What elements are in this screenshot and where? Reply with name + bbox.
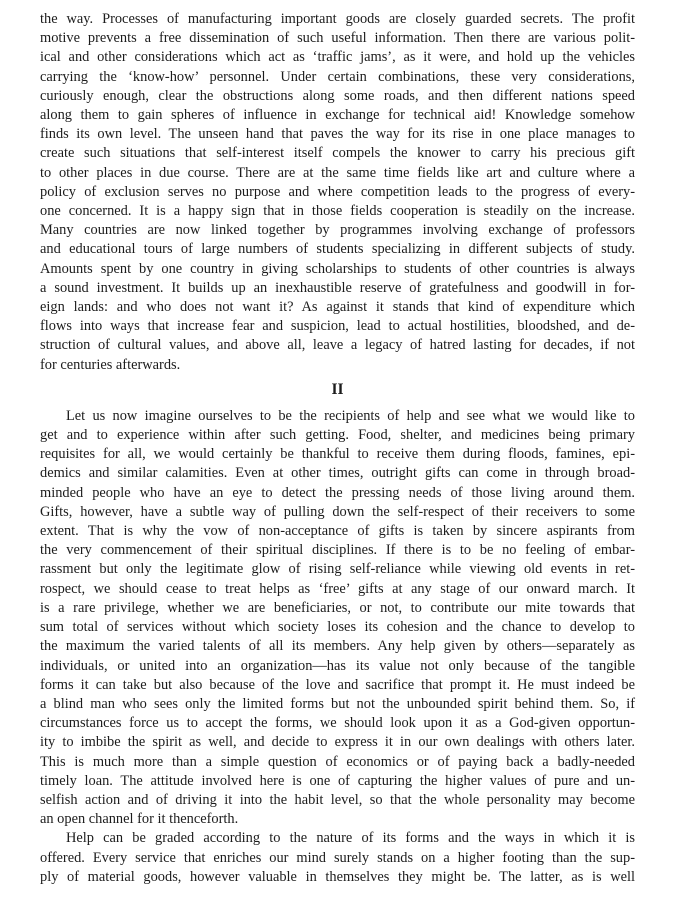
section-heading: II [331, 380, 344, 398]
text-line: struction of cultural values, and above all, leave a legacy of hatred lasting for decades, if not [40, 337, 635, 354]
text-line: minded people who have an eye to detect the pressing needs of those living around them. [40, 484, 635, 501]
text-line: requisites for all, we would certainly be thankful to receive them during floods, famines, epi- [40, 446, 635, 463]
text-line: the way. Processes of manufacturing important goods are closely guarded secrets. The profit [40, 11, 635, 27]
text-line: timely loan. The attitude involved here is one of capturing the higher values of pure and un- [40, 772, 635, 789]
text-line: curiously enough, clear the obstructions along some roads, and then different nations speed [40, 87, 635, 104]
text-line: policy of exclusion serves no purpose and where competition leads to the progress of every- [40, 183, 635, 200]
text-line: offered. Every service that enriches our mind surely stands on a higher footing than the sup- [40, 849, 635, 866]
paragraph [40, 829, 635, 887]
text-line: Help can be graded according to the nature of its forms and the ways in which it is [66, 830, 635, 847]
text-line: Let us now imagine ourselves to be the recipients of help and see what we would like to [66, 407, 635, 424]
text-line: sum total of services without which society loses its cohesion and the chance to develop to [40, 619, 635, 636]
text-line: the very commencement of their spiritual disciplines. If there is to be no feeling of embar- [40, 542, 635, 559]
paragraph [40, 10, 635, 375]
text-line: selfish action and of driving it into the habit level, so that the whole personality may become [40, 791, 635, 808]
text-line: individuals, or united into an organization—has its value not only because of the tangible [40, 657, 635, 674]
text-line: Amounts spent by one country in giving scholarships to students of other countries is always [40, 260, 635, 277]
text-line: circumstances force us to accept the forms, we should look upon it as a God-given opportun- [40, 715, 635, 732]
text-column [40, 10, 635, 887]
text-line: demics and similar calamities. Even at other times, outright gifts can come in through broad- [40, 465, 635, 482]
text-line: ical and other considerations which act as ‘traffic jams’, as it were, and hold up the vehicles [40, 49, 635, 66]
text-line: a sound investment. It builds up an inexhaustible reserve of gratefulness and goodwill in for- [40, 279, 635, 296]
text-line: rospect, we should cease to treat helps as ‘free’ gifts at any stage of our onward march. It [40, 580, 635, 597]
text-line: motive prevents a free dissemination of such useful information. Then there are various polit- [40, 30, 635, 47]
text-line: ity to imbibe the spirit as well, and decide to express it in our own dealings with others later. [40, 734, 635, 751]
text-line: for centuries afterwards. [40, 356, 181, 373]
text-line: one concerned. It is a happy sign that in those fields cooperation is steadily on the increase. [40, 203, 635, 220]
text-line: is a rare privilege, whether we are beneficiaries, or not, to contribute our mite towards that [40, 599, 635, 616]
text-line: along them to gain spheres of influence in exchange for technical aid! Knowledge somehow [40, 107, 635, 124]
text-line: and educational tours of large numbers of students specializing in different subjects of study. [40, 241, 635, 258]
text-line: eign lands: and who does not want it? As against it stands that kind of expenditure which [40, 299, 635, 316]
text-line: Gifts, however, have a subtle way of pulling down the self-respect of their receivers to some [40, 503, 635, 520]
text-line: create such situations that self-interest itself compels the knower to carry his precious gift [40, 145, 635, 162]
text-line: flows into ways that increase fear and suspicion, lead to actual hostilities, bloodshed, and de- [40, 318, 635, 335]
text-line: extent. That is why the vow of non-acceptance of gifts is taken by sincere aspirants from [40, 523, 635, 540]
text-line: an open channel for it thenceforth. [40, 811, 239, 828]
text-line: rassment but only the legitimate glow of rising self-reliance while viewing old events in ret- [40, 561, 635, 578]
text-line: a blind man who sees only the limited forms but not the unbounded spirit behind them. So, if [40, 695, 635, 712]
text-line: Many countries are now linked together by programmes involving exchange of professors [40, 222, 635, 239]
text-line: carrying the ‘know-how’ personnel. Under certain combinations, these very considerations, [40, 68, 635, 85]
paragraph [40, 407, 635, 829]
text-line: the maximum the varied talents of all its members. Any help given by others—separately as [40, 638, 635, 655]
text-line: to other places in due course. There are at the same time fields like art and culture where a [40, 164, 635, 181]
text-line: get and to experience within after such getting. Food, shelter, and medicines being primary [40, 427, 635, 444]
text-line: finds its own level. The unseen hand that paves the way for its rise in one place manages to [40, 126, 635, 143]
text-line: ply of material goods, however valuable in themselves they might be. The latter, as is well [40, 868, 635, 885]
text-line: forms it can take but also because of the love and sacrifice that prompt it. He must indeed be [40, 676, 635, 693]
text-line: This is much more than a simple question of economics or of paying back a badly-needed [40, 753, 635, 770]
